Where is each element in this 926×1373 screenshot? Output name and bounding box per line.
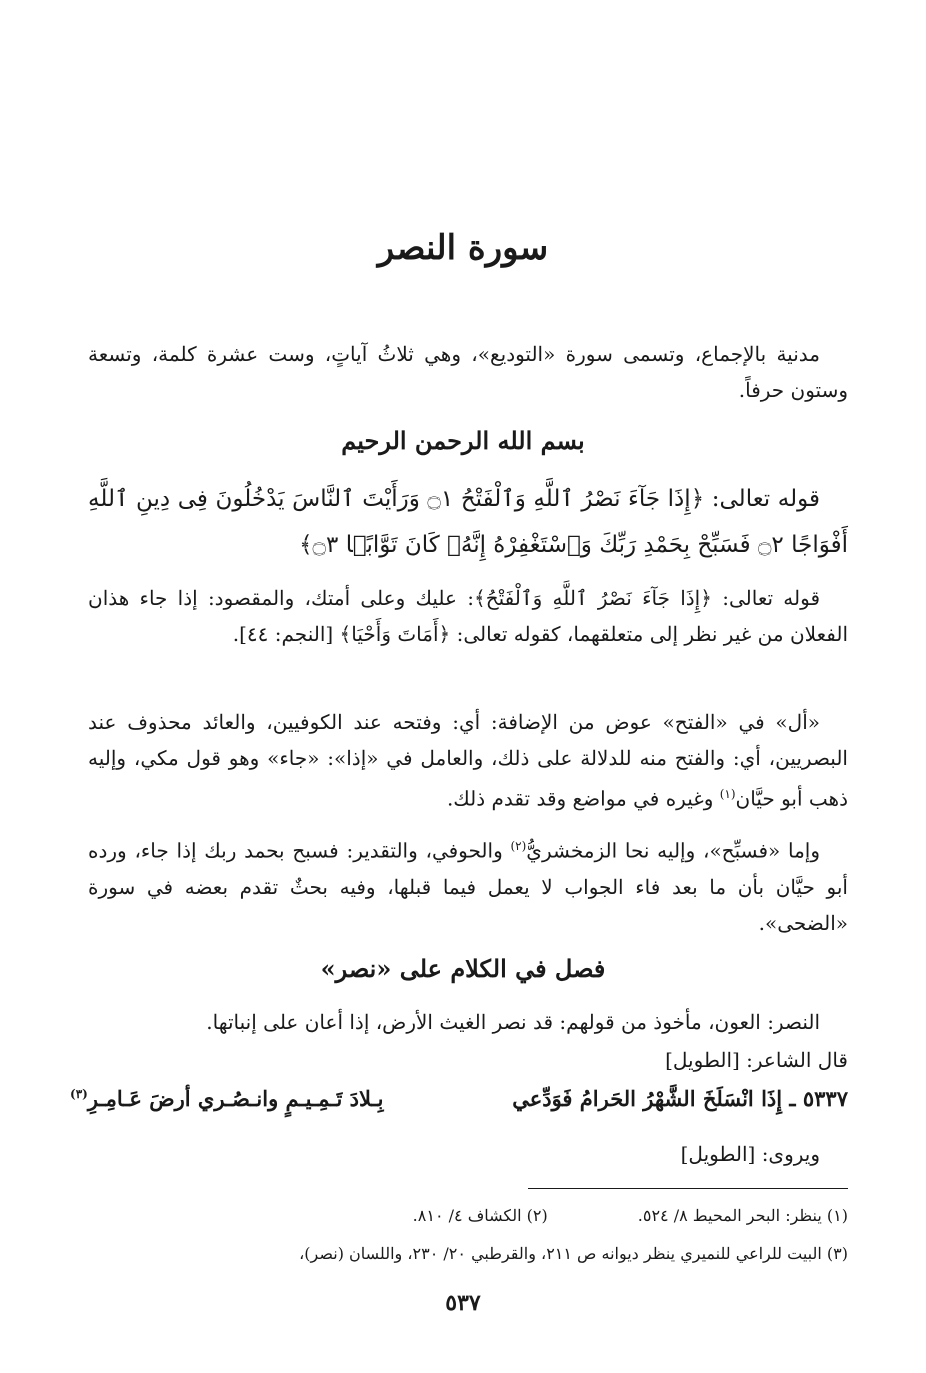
quran-verses: ﴿إِذَا جَآءَ نَصْرُ ٱللَّهِ وَٱلْفَتْحُ ۝١ وَرَأَيْتَ ٱلنَّاسَ يَدْخُلُونَ فِى دِينِ ٱللَّهِ أَفْوَاجًا ۝٢ فَسَبِّحْ بِحَمْدِ رَبِّكَ وَٱسْتَغْفِرْهُ إِنَّهُۥ كَانَ تَوَّابًۢا ۝٣﴾ — [88, 486, 848, 558]
commentary-paragraph-3-text: وإما «فسبِّح»، وإليه نحا الزمخشريُّ — [526, 838, 821, 863]
footnote-ref-1: (١) — [719, 787, 736, 801]
commentary-paragraph-2-tail: وغيره في مواضع وقد تقدم ذلك. — [446, 786, 720, 811]
nasr-definition: النصر: العون، مأخوذ من قولهم: قد نصر الغيث الأرض، إذا أعان على إنباتها. — [206, 1010, 820, 1034]
commentary-paragraph-3 — [88, 828, 848, 941]
footnote-divider — [528, 1188, 848, 1189]
footnote-2: (٢) الكشاف ٤/ ٨١٠. — [412, 1206, 548, 1225]
commentary-paragraph-2-text: «أل» في «الفتح» عوض من الإضافة: أي: وفتحه عند الكوفيين، والعائد محذوف عند البصريين، أي: والفتح منه للدلالة على ذلك، والعامل في «إذا»: «جاء» وهو قول مكي، وإليه ذهب أبو حيَّان — [88, 710, 848, 811]
poem-hemistich-left: بِـلادَ تَـمِـيـمٍ وانـصُـري أرضَ عَـامِـرِ — [87, 1086, 384, 1111]
footnote-ref-2: (٢) — [510, 839, 527, 853]
poet-intro: قال الشاعر: [الطويل] — [665, 1048, 848, 1072]
basmala: بسم الله الرحمن الرحيم — [341, 426, 585, 455]
poem-verse — [70, 1086, 848, 1111]
poem-hemistich-right: ٥٣٣٧ ـ إِذَا انْسَلَخَ الشَّهْرُ الحَرامُ فَوَدِّعي — [512, 1086, 848, 1111]
commentary-paragraph-3-tail: والحوفي، والتقدير: فسبح بحمد ربك إذا — [176, 838, 511, 863]
footnote-row-1 — [88, 1202, 848, 1230]
commentary-paragraph-4-text: جاء، ورده أبو حيَّان بأن ما بعد فاء الجواب لا يعمل فيما قبلها، وفيه بحثٌ تقدم بعضه في سورة «الضحى». — [88, 838, 848, 935]
intro-paragraph: مدنية بالإجماع، وتسمى سورة «التوديع»، وهي ثلاثُ آياتٍ، وست عشرة كلمة، وتسعة وستون حرفاً. — [88, 342, 848, 402]
quran-verse-block — [88, 476, 848, 568]
footnote-ref-3: (٣) — [70, 1087, 88, 1101]
page-number: ٥٣٧ — [445, 1290, 481, 1316]
commentary-paragraph-1: قوله تعالى: ﴿إِذَا جَآءَ نَصْرُ ٱللَّهِ وَٱلْفَتْحُ﴾: عليك وعلى أمتك، والمقصود: إذا جاء هذان الفعلان من غير نظر إلى متعلقهما، كقوله تعالى: ﴿أَمَاتَ وَأَحْيَا﴾ [النجم: ٤٤]. — [88, 586, 848, 646]
yurwa-line: ويروى: [الطويل] — [680, 1142, 820, 1166]
commentary-paragraph-2 — [88, 704, 848, 817]
surah-title: سورة النصر — [377, 228, 549, 268]
poem-hemistich-left-wrap — [70, 1086, 384, 1111]
footnote-3: (٣) البيت للراعي للنميري ينظر ديوانه ص ٢١١، والقرطبي ٢٠/ ٢٣٠، واللسان (نصر)، — [299, 1244, 848, 1263]
footnote-1: (١) ينظر: البحر المحيط ٨/ ٥٢٤. — [637, 1206, 848, 1225]
quran-prefix: قوله تعالى: — [711, 486, 820, 512]
section-heading: فصل في الكلام على «نصر» — [320, 954, 606, 983]
